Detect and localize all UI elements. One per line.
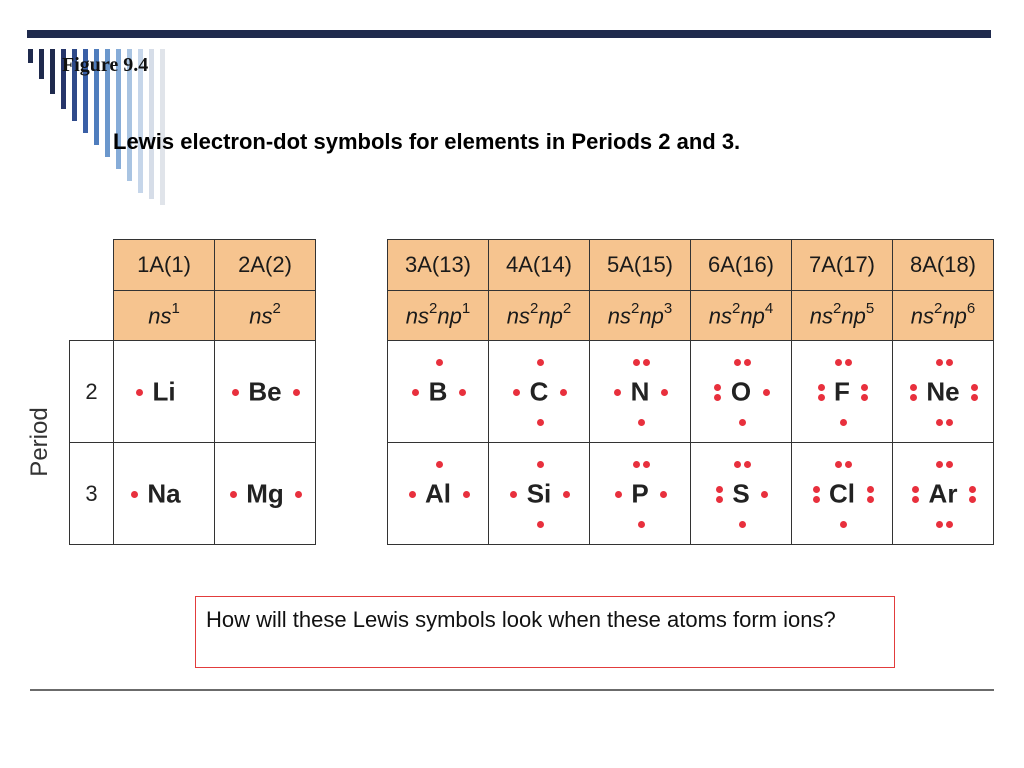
- element-symbol: B: [428, 376, 448, 406]
- valence-electron-dot: [946, 521, 953, 528]
- valence-electron-dot: [714, 394, 721, 401]
- valence-electron-dot: [633, 359, 640, 366]
- decorative-bar-12: [149, 49, 154, 199]
- valence-electron-dot: [840, 419, 847, 426]
- element-cell: [892, 442, 994, 545]
- valence-electron-dot: [661, 389, 668, 396]
- group-header: 6A(16): [707, 252, 775, 277]
- element-symbol: P: [631, 478, 649, 508]
- element-symbol: C: [529, 376, 549, 406]
- valence-electron-dot: [971, 394, 978, 401]
- electron-config-cell: [113, 290, 215, 341]
- electron-config-cell: [214, 290, 316, 341]
- period-number: 2: [85, 378, 98, 404]
- element-symbol: Si: [526, 478, 552, 508]
- valence-electron-dot: [716, 486, 723, 493]
- valence-electron-dot: [436, 461, 443, 468]
- valence-electron-dot: [835, 359, 842, 366]
- valence-electron-dot: [563, 491, 570, 498]
- element-symbol: Ne: [926, 376, 960, 406]
- electron-config-part: 2: [833, 299, 842, 317]
- decorative-bar-1: [28, 49, 33, 63]
- electron-config-part: 5: [865, 299, 875, 317]
- electron-config-part: ns: [506, 303, 531, 329]
- valence-electron-dot: [936, 461, 943, 468]
- element-cell: [690, 442, 792, 545]
- group-header-cell: [214, 239, 316, 291]
- valence-electron-dot: [436, 359, 443, 366]
- group-header: 3A(13): [404, 252, 472, 277]
- electron-config-part: 2: [631, 299, 640, 317]
- element-symbol: S: [732, 478, 750, 508]
- electron-config-part: 4: [764, 299, 774, 317]
- electron-config: [405, 299, 471, 329]
- electron-config-part: np: [437, 303, 462, 329]
- valence-electron-dot: [560, 389, 567, 396]
- valence-electron-dot: [614, 389, 621, 396]
- decorative-bar-3: [50, 49, 55, 94]
- electron-config-part: np: [942, 303, 967, 329]
- valence-electron-dot: [910, 394, 917, 401]
- valence-electron-dot: [946, 419, 953, 426]
- electron-config: [148, 299, 180, 329]
- period-number: 3: [85, 480, 98, 506]
- group-header: 4A(14): [505, 252, 573, 277]
- electron-config-part: 2: [934, 299, 943, 317]
- group-header: 8A(18): [909, 252, 977, 277]
- valence-electron-dot: [813, 486, 820, 493]
- valence-electron-dot: [813, 496, 820, 503]
- electron-config-part: ns: [708, 303, 733, 329]
- valence-electron-dot: [510, 491, 517, 498]
- element-symbol: Al: [425, 478, 451, 508]
- group-header-cell: [589, 239, 691, 291]
- valence-electron-dot: [638, 419, 645, 426]
- electron-config-part: np: [639, 303, 664, 329]
- valence-electron-dot: [763, 389, 770, 396]
- group-header: 5A(15): [606, 252, 674, 277]
- element-symbol: Mg: [246, 478, 284, 508]
- valence-electron-dot: [463, 491, 470, 498]
- valence-electron-dot: [936, 419, 943, 426]
- electron-config-cell: [791, 290, 893, 341]
- group-header-cell: [113, 239, 215, 291]
- valence-electron-dot: [136, 389, 143, 396]
- group-header: 1A(1): [137, 252, 191, 277]
- valence-electron-dot: [293, 389, 300, 396]
- valence-electron-dot: [537, 461, 544, 468]
- valence-electron-dot: [845, 359, 852, 366]
- group-header-cell: [690, 239, 792, 291]
- valence-electron-dot: [840, 521, 847, 528]
- electron-config-part: 6: [966, 299, 976, 317]
- valence-electron-dot: [232, 389, 239, 396]
- electron-config: [708, 299, 774, 329]
- electron-config-part: 2: [530, 299, 539, 317]
- element-symbol: Li: [152, 376, 176, 406]
- period-axis-label: Period: [26, 407, 53, 477]
- valence-electron-dot: [910, 384, 917, 391]
- element-cell: [113, 340, 215, 443]
- element-cell: [690, 340, 792, 443]
- element-cell: [589, 340, 691, 443]
- group-header-cell: [791, 239, 893, 291]
- electron-config-part: np: [841, 303, 866, 329]
- element-cell: [488, 442, 590, 545]
- valence-electron-dot: [867, 486, 874, 493]
- element-symbol: N: [630, 376, 650, 406]
- valence-electron-dot: [946, 461, 953, 468]
- valence-electron-dot: [969, 486, 976, 493]
- element-symbol: Cl: [829, 478, 855, 508]
- element-symbol: F: [834, 376, 850, 406]
- valence-electron-dot: [739, 419, 746, 426]
- electron-config-part: ns: [405, 303, 430, 329]
- valence-electron-dot: [912, 496, 919, 503]
- valence-electron-dot: [835, 461, 842, 468]
- figure-label: Figure 9.4: [62, 54, 149, 76]
- bottom-divider: [30, 689, 994, 691]
- valence-electron-dot: [537, 419, 544, 426]
- slide-title: Lewis electron-dot symbols for elements in Periods 2 and 3.: [113, 129, 741, 154]
- valence-electron-dot: [734, 461, 741, 468]
- element-cell: [791, 442, 893, 545]
- element-cell: [214, 340, 316, 443]
- element-symbol: Ar: [928, 478, 958, 508]
- electron-config-part: 2: [429, 299, 438, 317]
- top-title-bar: [27, 30, 991, 38]
- element-symbol: O: [730, 376, 752, 406]
- electron-config-part: 3: [663, 299, 673, 317]
- element-cell: [387, 340, 489, 443]
- valence-electron-dot: [716, 496, 723, 503]
- electron-config-cell: [589, 290, 691, 341]
- electron-config: [607, 299, 673, 329]
- group-header-cell: [892, 239, 994, 291]
- valence-electron-dot: [971, 384, 978, 391]
- valence-electron-dot: [131, 491, 138, 498]
- group-header-cell: [387, 239, 489, 291]
- valence-electron-dot: [633, 461, 640, 468]
- question-note: How will these Lewis symbols look when these atoms form ions?: [195, 596, 895, 668]
- electron-config-part: 2: [562, 299, 572, 317]
- electron-config-part: ns: [249, 303, 273, 329]
- valence-electron-dot: [295, 491, 302, 498]
- electron-config-part: 1: [171, 299, 180, 317]
- group-header-cell: [488, 239, 590, 291]
- valence-electron-dot: [459, 389, 466, 396]
- decorative-bar-13: [160, 49, 165, 205]
- valence-electron-dot: [739, 521, 746, 528]
- valence-electron-dot: [537, 359, 544, 366]
- group-header: 7A(17): [808, 252, 876, 277]
- electron-config: [249, 299, 281, 329]
- electron-config-part: 2: [272, 299, 281, 317]
- electron-config-part: 1: [461, 299, 471, 317]
- decorative-bar-2: [39, 49, 44, 79]
- period-number-cell: [69, 340, 114, 443]
- valence-electron-dot: [845, 461, 852, 468]
- valence-electron-dot: [660, 491, 667, 498]
- valence-electron-dot: [912, 486, 919, 493]
- electron-config-part: ns: [148, 303, 172, 329]
- electron-config-cell: [387, 290, 489, 341]
- electron-config-cell: [690, 290, 792, 341]
- valence-electron-dot: [761, 491, 768, 498]
- element-cell: [113, 442, 215, 545]
- element-cell: [791, 340, 893, 443]
- electron-config: [809, 299, 875, 329]
- electron-config-part: np: [538, 303, 563, 329]
- valence-electron-dot: [734, 359, 741, 366]
- valence-electron-dot: [867, 496, 874, 503]
- element-cell: [387, 442, 489, 545]
- valence-electron-dot: [638, 521, 645, 528]
- valence-electron-dot: [936, 521, 943, 528]
- valence-electron-dot: [818, 384, 825, 391]
- electron-config-part: 2: [732, 299, 741, 317]
- electron-config-cell: [892, 290, 994, 341]
- valence-electron-dot: [230, 491, 237, 498]
- valence-electron-dot: [409, 491, 416, 498]
- valence-electron-dot: [714, 384, 721, 391]
- valence-electron-dot: [537, 521, 544, 528]
- electron-config-part: np: [740, 303, 765, 329]
- valence-electron-dot: [861, 384, 868, 391]
- electron-config: [910, 299, 976, 329]
- valence-electron-dot: [513, 389, 520, 396]
- electron-config-cell: [488, 290, 590, 341]
- element-cell: [488, 340, 590, 443]
- element-cell: [589, 442, 691, 545]
- valence-electron-dot: [936, 359, 943, 366]
- valence-electron-dot: [643, 461, 650, 468]
- element-cell: [214, 442, 316, 545]
- valence-electron-dot: [861, 394, 868, 401]
- electron-config-part: ns: [809, 303, 834, 329]
- valence-electron-dot: [744, 461, 751, 468]
- valence-electron-dot: [818, 394, 825, 401]
- valence-electron-dot: [744, 359, 751, 366]
- element-symbol: Na: [147, 478, 181, 508]
- valence-electron-dot: [643, 359, 650, 366]
- valence-electron-dot: [946, 359, 953, 366]
- element-cell: [892, 340, 994, 443]
- period-number-cell: [69, 442, 114, 545]
- electron-config-part: ns: [910, 303, 935, 329]
- valence-electron-dot: [412, 389, 419, 396]
- electron-config-part: ns: [607, 303, 632, 329]
- electron-config: [506, 299, 572, 329]
- valence-electron-dot: [969, 496, 976, 503]
- element-symbol: Be: [248, 376, 282, 406]
- valence-electron-dot: [615, 491, 622, 498]
- group-header: 2A(2): [238, 252, 292, 277]
